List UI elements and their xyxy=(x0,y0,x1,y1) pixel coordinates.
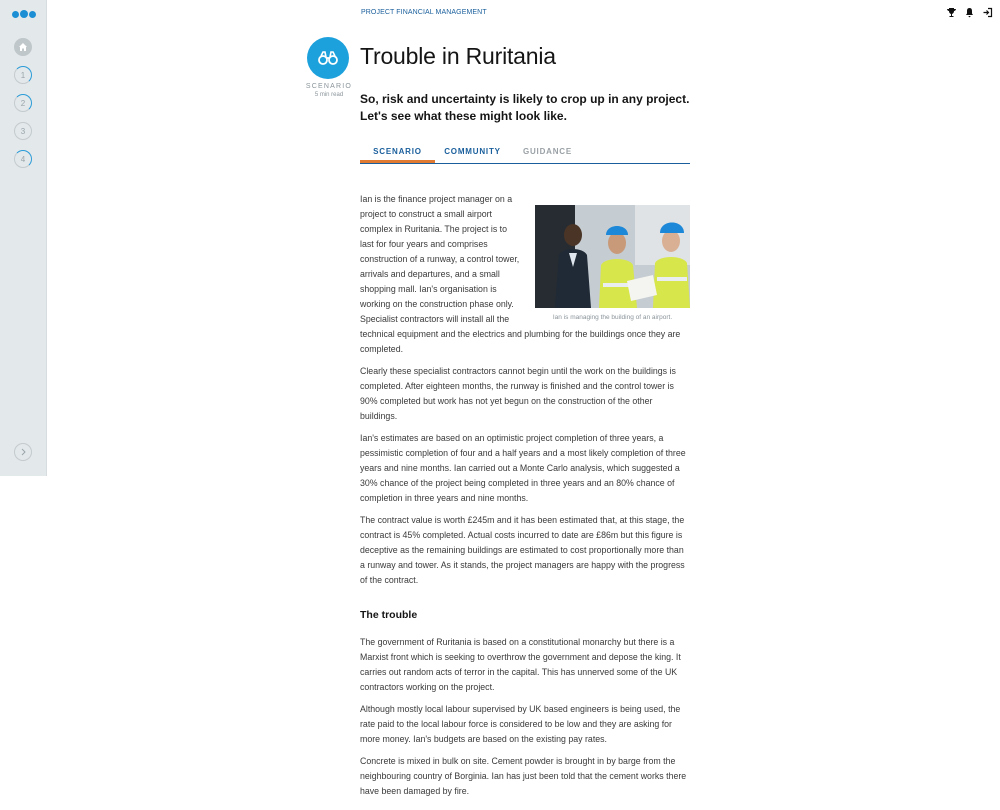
paragraph: The government of Ruritania is based on a constitutional monarchy but there is a Marxist front which is seeking to overthrow the government and depose the king. It carries out random acts of terror in the capital. This has unnerved some of the UK contractors working on the project. xyxy=(360,637,681,692)
sidebar-step-4[interactable]: 4 xyxy=(14,150,32,168)
top-toolbar xyxy=(946,7,993,18)
breadcrumb[interactable]: PROJECT FINANCIAL MANAGEMENT xyxy=(361,9,487,16)
tab-scenario[interactable]: SCENARIO xyxy=(360,144,435,163)
tab-guidance[interactable]: GUIDANCE xyxy=(522,147,573,156)
article-body xyxy=(360,192,690,806)
home-icon[interactable] xyxy=(14,38,32,56)
paragraph: The contract value is worth £245m and it has been estimated that, at this stage, the contract is 45% completed. Actual costs incurred to date are £86m but this figure is deceptive as the remaining buildings are estimated to cost proportionally more than a runway and tower. As it stands, the project managers are happy with the progress of the contract. xyxy=(360,515,685,585)
paragraph: Concrete is mixed in bulk on site. Cement powder is brought in by barge from the neighbouring country of Borginia. Ian has just been told that the cement works there have been damaged by fire. xyxy=(360,756,687,796)
sidebar-step-3[interactable]: 3 xyxy=(14,122,32,140)
figure xyxy=(535,205,690,323)
paragraph: Although mostly local labour supervised by UK based engineers is being used, the rate paid to the local labour force is considered to be low and they are asking for more money. Ian's budgets are based on the existing pay rates. xyxy=(360,704,681,744)
section-heading: The trouble xyxy=(360,609,418,621)
bell-icon[interactable] xyxy=(964,7,975,18)
sidebar-step-2[interactable]: 2 xyxy=(14,94,32,112)
paragraph: Clearly these specialist contractors cannot begin until the work on the buildings is completed. After eighteen months, the runway is finished and the control tower is 90% completed but work has not yet begun on the construction of the other buildings. xyxy=(360,366,676,421)
sidebar xyxy=(0,0,47,476)
figure-caption: Ian is managing the building of an airport. xyxy=(552,314,673,321)
sidebar-step-1[interactable]: 1 xyxy=(14,66,32,84)
binoculars-icon xyxy=(307,37,349,79)
trophy-icon[interactable] xyxy=(946,7,957,18)
app-logo[interactable] xyxy=(12,11,36,18)
intro-text: So, risk and uncertainty is likely to crop up in any project. Let's see what these might look like. xyxy=(360,92,690,123)
page-title: Trouble in Ruritania xyxy=(360,43,556,69)
read-time: 5 min read xyxy=(314,92,344,98)
tab-community[interactable]: COMMUNITY xyxy=(444,147,501,156)
construction-photo xyxy=(535,205,690,308)
chevron-right-icon[interactable] xyxy=(14,443,32,461)
scenario-label: SCENARIO xyxy=(305,83,353,90)
paragraph: Ian is the finance project manager on a project to construct a small airport complex in Ruritania. The project is to last for four years and comprises construction of a runway, a control tower, arrivals and departures, and a small shopping mall. Ian's organisation is working on the construction phase only. Specialist contractors will install all the technical equipment and the electrics and plumbing for the buildings once they are completed. xyxy=(360,194,681,354)
logout-icon[interactable] xyxy=(982,7,993,18)
tab-bar xyxy=(360,144,690,164)
paragraph: Ian's estimates are based on an optimistic project completion of three years, a pessimistic completion of four and a half years and a most likely completion of three years and nine months. Ian carried out a Monte Carlo analysis, which suggested a 30% chance of the project being completed in three years and an 80% chance of completion in three years and nine months. xyxy=(360,433,686,503)
